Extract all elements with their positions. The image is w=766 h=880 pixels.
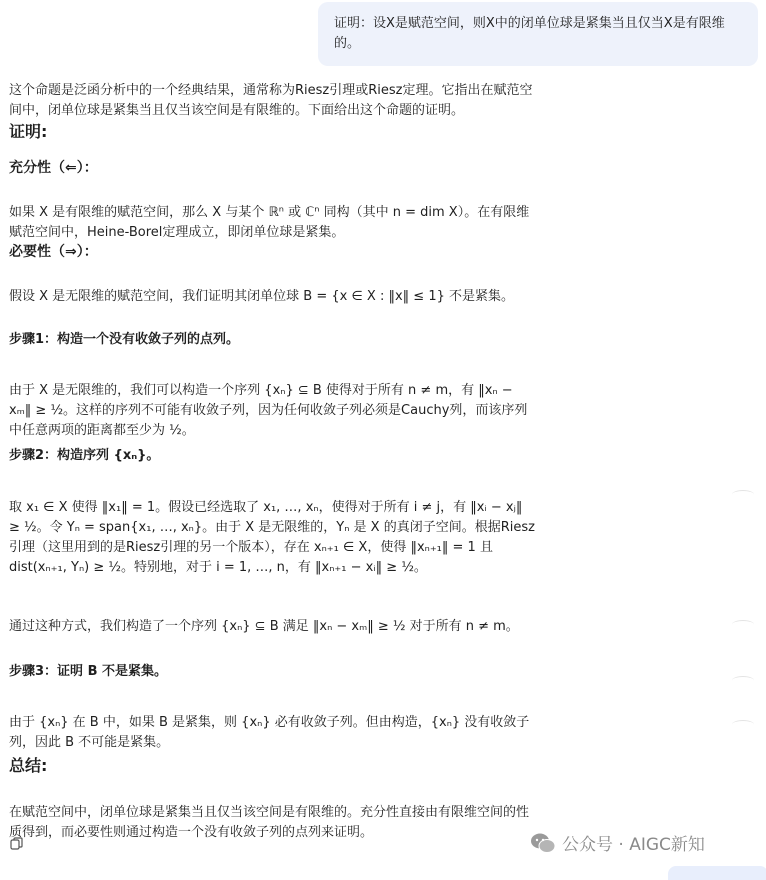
proof-heading: 证明: (9, 122, 48, 141)
summary-paragraph: 在赋范空间中，闭单位球是紧集当且仅当该空间是有限维的。充分性直接由有限维空间的性质得到，而必要性则通过构造一个没有收敛子列的点列来证明。 (9, 805, 530, 840)
step3-heading: 步骤3：证明 B 不是紧集。 (9, 664, 168, 679)
step1-paragraph: 由于 X 是无限维的，我们可以构造一个序列 {xₙ} ⊆ B 使得对于所有 n ≠ m，有 ‖xₙ − xₘ‖ ≥ ½。这样的序列不可能有收敛子列，因为任何收敛子列必须是Cauchy列，而该序列中任意两项的距离都至少为 ½。 (9, 383, 528, 438)
wechat-icon (530, 832, 556, 854)
necessity-heading: 必要性（⇒）： (9, 244, 98, 260)
step2-paragraph: 取 x₁ ∈ X 使得 ‖x₁‖ = 1。假设已经选取了 x₁, …, xₙ，使得对于所有 i ≠ j，有 ‖xᵢ − xⱼ‖ ≥ ½。令 Yₙ = span{x₁, …, xₙ}。由于 X 是无限维的，Yₙ 是 X 的真闭子空间。根据Riesz引理（这里用到的是Riesz引理的另一个版本），存在 xₙ₊₁ ∈ X，使得 ‖xₙ₊₁‖ = 1 且 dist(xₙ₊₁, Yₙ) ≥ ½。特别地，对于 i = 1, …, n，有 ‖xₙ₊₁ − xᵢ‖ ≥ ½。 (9, 500, 535, 575)
copy-icon[interactable] (10, 837, 24, 851)
bottom-pill (668, 866, 766, 880)
necessity-paragraph: 假设 X 是无限维的赋范空间，我们证明其闭单位球 B = {x ∈ X : ‖x‖ ≤ 1} 不是紧集。 (9, 289, 515, 304)
user-message-text: 证明：设X是赋范空间，则X中的闭单位球是紧集当且仅当X是有限维的。 (334, 16, 725, 51)
side-decoration (732, 676, 754, 685)
step2-heading: 步骤2：构造序列 {xₙ}。 (9, 448, 160, 463)
sufficiency-heading: 充分性（⇐）： (9, 160, 98, 176)
step2-conclusion: 通过这种方式，我们构造了一个序列 {xₙ} ⊆ B 满足 ‖xₙ − xₘ‖ ≥ ½ 对于所有 n ≠ m。 (9, 619, 519, 634)
step1-heading: 步骤1：构造一个没有收敛子列的点列。 (9, 332, 240, 347)
intro-paragraph: 这个命题是泛函分析中的一个经典结果，通常称为Riesz引理或Riesz定理。它指出在赋范空间中，闭单位球是紧集当且仅当该空间是有限维的。下面给出这个命题的证明。 (9, 83, 533, 118)
summary-heading: 总结: (9, 756, 48, 775)
step3-paragraph: 由于 {xₙ} 在 B 中，如果 B 是紧集，则 {xₙ} 必有收敛子列。但由构造，{xₙ} 没有收敛子列，因此 B 不可能是紧集。 (9, 715, 530, 750)
side-decoration (732, 490, 754, 499)
side-decoration (732, 620, 754, 629)
sufficiency-paragraph: 如果 X 是有限维的赋范空间，那么 X 与某个 ℝⁿ 或 ℂⁿ 同构（其中 n = dim X）。在有限维赋范空间中，Heine-Borel定理成立，即闭单位球是紧集。 (9, 205, 530, 240)
watermark-text: 公众号 · AIGC新知 (562, 835, 705, 855)
user-message-bubble (318, 2, 758, 66)
side-decoration (732, 720, 754, 729)
watermark (530, 830, 705, 855)
